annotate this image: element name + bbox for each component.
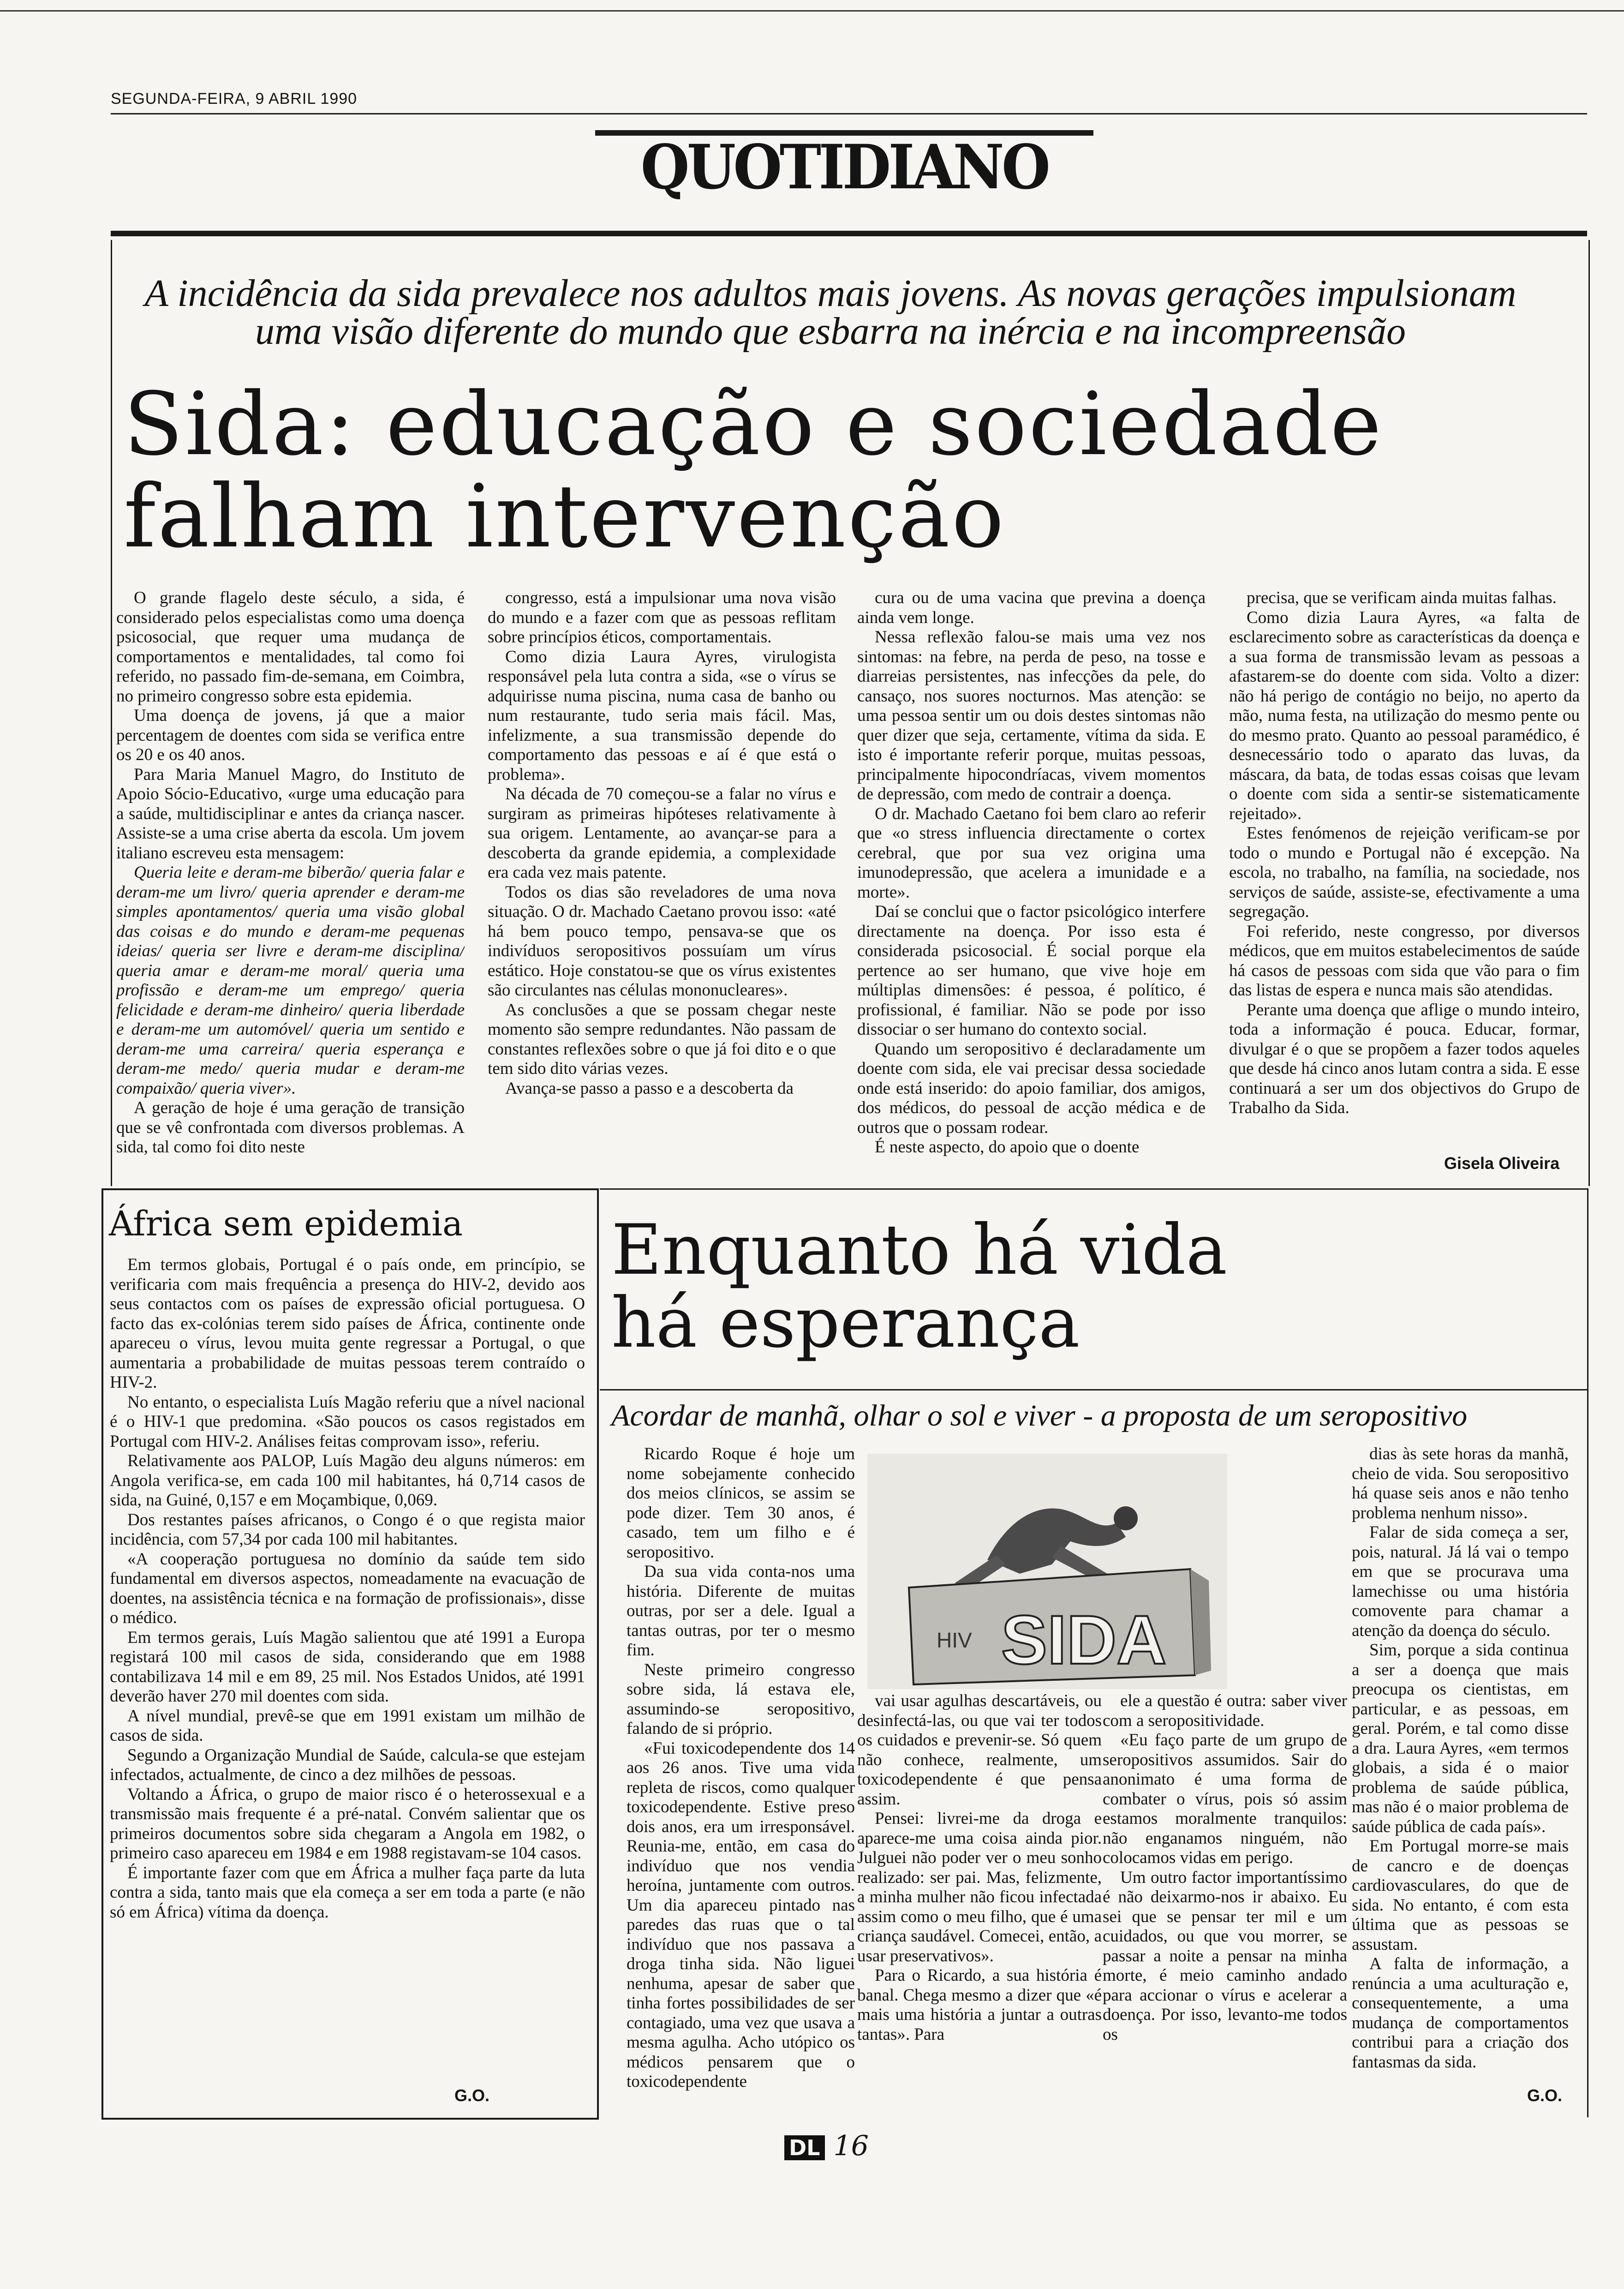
paragraph: Neste primeiro congresso sobre sida, lá estava ele, assumindo-se seropositivo, falando de si próprio. (627, 1660, 855, 1738)
paragraph: Um outro factor importantíssimo é não deixarmo-nos ir abaixo. Eu sei que se pensar ter mil e um cuidados, ou que vou morrer, se passar a noite a pensar na minha morte, é meio caminho andado para accionar o vírus e acelerar a doença. Por isso, levanto-me todos os (1103, 1868, 1347, 2044)
paragraph: «A cooperação portuguesa no domínio da saúde tem sido fundamental em diversos aspectos, nomeadamente na evacuação de doentes, na assistência técnica e na formação de profissionais», disse o médico. (110, 1549, 585, 1627)
main-column-4 (1229, 588, 1580, 1147)
paragraph: Perante uma doença que aflige o mundo inteiro, toda a informação é pouca. Educar, formar, divulgar é o que se propõem a fazer todos aqueles que desde há cinco anos lutam contra a sida. E esse continuará a ser um dos objectivos do Grupo de Trabalho da Sida. (1229, 1000, 1580, 1117)
africa-headline: África sem epidemia (109, 1204, 463, 1244)
paragraph: Avança-se passo a passo e a descoberta da (505, 1079, 794, 1098)
paragraph: O grande flagelo deste século, a sida, é considerado pelos especialistas como uma doença psicosocial, que requer uma mudança de comportamentos e mentalidades, tal como foi referido, no passado fim-de-semana, em Coimbra, no primeiro congresso sobre esta epidemia. (116, 588, 465, 706)
main-top-rule (111, 231, 1587, 236)
paragraph: Para o Ricardo, a sua história é banal. Chega mesmo a dizer que «é mais uma história a juntar a outras tantas». Para (857, 1966, 1102, 2044)
esperanca-column-2 (857, 1691, 1102, 2109)
paragraph: Para Maria Manuel Magro, do Instituto de Apoio Sócio-Educativo, «urge uma educação para a saúde, multidisciplinar e antes da criança nascer. Assiste-se a uma crise aberta da escola. Um jovem italiano escreveu esta mensagem: (116, 765, 465, 863)
esperanca-headline (611, 1210, 1488, 1363)
paragraph: É importante fazer com que em África a mulher faça parte da luta contra a sida, tanto mais que ela começa a ser em toda a parte (e não só em África) vítima da doença. (110, 1863, 585, 1922)
paragraph: precisa, que se verificam ainda muitas falhas. (1247, 588, 1557, 607)
photo-sign-hiv: HIV (937, 1628, 972, 1652)
date-line: SEGUNDA-FEIRA, 9 ABRIL 1990 (111, 90, 358, 108)
africa-byline: G.O. (454, 2086, 490, 2105)
photo-sign-sida: SIDA (1001, 1601, 1167, 1678)
africa-body (110, 1255, 585, 2054)
paragraph: «Eu faço parte de um grupo de seropositivos assumidos. Sair do anonimato é uma forma de combater o vírus, pois só assim estamos moralmente tranquilos: não enganamos ninguém, não colocamos vidas em perigo. (1103, 1731, 1347, 1867)
paragraph: Em termos globais, Portugal é o país onde, em princípio, se verificaria com mais frequência a presença do HIV-2, devido aos seus contactos com os países de expressão oficial portuguesa. O facto das ex-colónias terem sido países de África, continente onde apareceu o vírus, levou muita gente regressar a Portugal, o que aumentaria a probabilidade de muitas pessoas terem contraído o HIV-2. (110, 1255, 585, 1392)
headline-line-2: falham intervenção (124, 466, 1006, 567)
kicker-line-2: uma visão diferente do mundo que esbarra na inércia e na incompreensão (255, 310, 1406, 353)
publication-logo: DL (784, 2135, 825, 2160)
paragraph: Como dizia Laura Ayres, virulogista responsável pela luta contra a sida, «se o vírus se adquirisse numa piscina, numa casa de banho ou num restaurante, tudo seria mais fácil. Mas, infelizmente, a sua transmissão depende do comportamento das pessoas e aí é que está o problema». (488, 647, 836, 784)
deck-rule (600, 1389, 1587, 1390)
esperanca-deck: Acordar de manhã, olhar o sol e viver - a proposta de um seropositivo (611, 1399, 1468, 1432)
main-byline: Gisela Oliveira (1444, 1154, 1560, 1173)
paragraph: Como dizia Laura Ayres, «a falta de esclarecimento sobre as características da doença e a sua forma de transmissão levam as pessoas a afastarem-se do doente com sida. Volto a dizer: não há perigo de contágio no beijo, no aperto da mão, numa festa, na utilização do mesmo pente ou do mesmo prato. Quanto ao pessoal paramédico, é desnecessário todo o aparato das luvas, da máscara, da bata, de todas essas coisas que levam o doente com sida a sentir-se sistematicamente rejeitado». (1229, 608, 1580, 823)
paragraph: Voltando a África, o grupo de maior risco é o heterossexual e a transmissão mais frequente é a pré-natal. Convém salientar que os primeiros documentos sobre sida chegaram a Angola em 1982, o primeiro caso apareceu em 1984 e em 1988 registavam-se 104 casos. (110, 1785, 585, 1863)
paragraph: Na década de 70 começou-se a falar no vírus e surgiram as primeiras hipóteses relativamente à sua origem. Lentamente, ao avançar-se para a descoberta da grande epidemia, a complexidade era cada vez mais patente. (488, 785, 836, 882)
paragraph: Da sua vida conta-nos uma história. Diferente de muitas outras, por ser a dele. Igual a tantas outras, por ter o mesmo fim. (627, 1562, 855, 1660)
paragraph: As conclusões a que se possam chegar neste momento são sempre redundantes. Não passam de constantes reflexões sobre o que já foi dito e o que tem sido dito várias vezes. (488, 1000, 836, 1078)
paragraph: vai usar agulhas descartáveis, ou desinfectá-las, ou que vai ter todos os cuidados e prevenir-se. Só quem não conhece, realmente, um toxicodependente é que pensa assim. (857, 1691, 1102, 1809)
paragraph: congresso, está a impulsionar uma nova visão do mundo e a fazer com que as pessoas reflitam sobre princípios éticos, comportamentais. (488, 588, 836, 647)
page-footer (784, 2130, 869, 2162)
paragraph: Ricardo Roque é hoje um nome sobejamente conhecido dos meios clínicos, se assim se pode dizer. Tem 30 anos, é casado, tem um filho e é seropositivo. (627, 1444, 855, 1562)
headline-line-1: Sida: educação e sociedade (124, 374, 1384, 475)
paragraph: Quando um seropositivo é declaradamente um doente com sida, ele vai precisar dessa sociedade onde está inserido: do apoio familiar, dos amigos, dos médicos, do pessoal de acção médica e de outros que o possam rodear. (857, 1039, 1206, 1137)
paragraph: Falar de sida começa a ser, pois, natural. Já lá vai o tempo em que se procurava uma lamechisse ou uma história comovente para chamar a atenção da doença do século. (1352, 1523, 1569, 1640)
paragraph: A geração de hoje é uma geração de transição que se vê confrontada com diversos problemas. A sida, tal como foi dito neste (116, 1098, 465, 1156)
hurdle-photo (867, 1454, 1227, 1689)
paragraph: ele a questão é outra: saber viver com a seropositividade. (1103, 1691, 1347, 1730)
esperanca-byline: G.O. (1527, 2086, 1563, 2105)
paragraph: Relativamente aos PALOP, Luís Magão deu alguns números: em Angola verifica-se, em cada 100 mil habitantes, há 0,714 casos de sida, na Guiné, 0,157 e em Moçambique, 0,069. (110, 1451, 585, 1510)
paragraph: A nível mundial, prevê-se que em 1991 existam um milhão de casos de sida. (110, 1706, 585, 1745)
paragraph: Dos restantes países africanos, o Congo é o que regista maior incidência, com 57,34 por cada 100 mil habitantes. (110, 1510, 585, 1549)
paragraph: Em Portugal morre-se mais de cancro e de doenças cardiovasculares, do que de sida. No entanto, é com esta última que as pessoas se assustam. (1352, 1837, 1569, 1954)
paragraph: Queria leite e deram-me biberão/ queria falar e deram-me um livro/ queria aprender e deram-me simples apontamentos/ queria uma visão global das coisas e do mundo e deram-me pequenas ideias/ queria ser livre e deram-me disciplina/ queria amar e deram-me moral/ queria uma profissão e deram-me um emprego/ queria felicidade e deram-me dinheiro/ queria liberdade e deram-me um automóvel/ queria um sentido e deram-me uma carreira/ queria esperança e deram-me medo/ queria mudar e deram-me compaixão/ queria viver». (116, 863, 465, 1098)
paragraph: cura ou de uma vacina que previna a doença ainda vem longe. (857, 588, 1206, 627)
paragraph: No entanto, o especialista Luís Magão referiu que a nível nacional é o HIV-1 que predomina. «São poucos os casos registados em Portugal com HIV-2. Análises feitas comprovam isso», referiu. (110, 1392, 585, 1451)
esperanca-headline-line-2: há esperança (611, 1283, 1080, 1363)
paragraph: A falta de informação, a renúncia a uma aculturação e, consequentemente, a uma mudança de comportamentos contribui para a criação dos fantasmas da sida. (1352, 1954, 1569, 2072)
paragraph: Pensei: livrei-me da droga e aparece-me uma coisa ainda pior. Julguei não poder ver o meu sonho realizado: ser pai. Mas, felizmente, a minha mulher não ficou infectada assim como o meu filho, que é uma criança saudável. Comecei, então, a usar preservativos». (857, 1809, 1102, 1965)
esperanca-headline-line-1: Enquanto há vida (611, 1210, 1227, 1290)
paragraph: Foi referido, neste congresso, por diversos médicos, que em muitos estabelecimentos de saúde há casos de pessoas com sida que vão para o fim das listas de espera e nunca mais são atendidas. (1229, 922, 1580, 1000)
main-column-1 (116, 588, 465, 1174)
paragraph: «Fui toxicodependente dos 14 aos 26 anos. Tive uma vida repleta de riscos, como qualquer toxicodependente. Estive preso dois anos, era um irresponsável. Reunia-me, então, em casa do indivíduo que nos vendia heroína, juntamente com outros. Um dia apareceu pintado nas paredes das ruas que o tal indivíduo que nos passava a droga tinha sida. Não liguei nenhuma, apesar de saber que tinha fortes possibilidades de ser contagiado, uma vez que usava a mesma agulha. Acho utópico os médicos pensarem que o toxicodependente (627, 1738, 855, 2091)
paragraph: dias às sete horas da manhã, cheio de vida. Sou seropositivo há quase seis anos e não tenho problema nenhum nisso». (1352, 1444, 1569, 1522)
section-title: QUOTIDIANO (640, 132, 1048, 203)
date-rule (111, 113, 1587, 114)
paragraph: Sim, porque a sida continua a ser a doença que mais preocupa os cientistas, em particular, e as pessoas, em geral. Porém, e tal como disse a dra. Laura Ayres, «em termos globais, a sida é o maior problema de saúde pública, mas não é o maior problema de saúde pública de cada país». (1352, 1641, 1569, 1836)
esperanca-column-4 (1352, 1444, 1569, 2081)
paragraph: Uma doença de jovens, já que a maior percentagem de doentes com sida se verifica entre os 20 e os 40 anos. (116, 706, 465, 764)
paragraph: Daí se conclui que o factor psicológico interfere directamente na doença. Por isso esta é considerada psicosocial. É social porque ela pertence ao ser humano, que vive hoje em múltiplas dimensões: é pessoa, é político, é profissional, é familiar. Não se pode por isso dissociar o ser humano do contexto social. (857, 902, 1206, 1039)
main-column-3 (857, 588, 1206, 1174)
paragraph: Estes fenómenos de rejeição verificam-se por todo o mundo e Portugal não é excepção. Na escola, no trabalho, na família, na sociedade, nos serviços de saúde, assiste-se, efectivamente a uma segregação. (1229, 824, 1580, 921)
hurdle-illustration (867, 1454, 1227, 1689)
paragraph: Nessa reflexão falou-se mais uma vez nos sintomas: na febre, na perda de peso, na tosse e diarreias persistentes, nas infecções da pele, do cansaço, nos suores nocturnos. Mas atenção: se uma pessoa sentir um ou dois destes sintomas não quer dizer que seja, certamente, vítima da sida. E isto é importante referir porque, muitas pessoas, principalmente hipocondríacas, vivem momentos de depressão, com medo de contrair a doença. (857, 628, 1206, 803)
esperanca-column-1 (627, 1444, 855, 2109)
paragraph: É neste aspecto, do apoio que o doente (875, 1138, 1140, 1156)
page-number: 16 (833, 2130, 869, 2162)
top-edge-rule (0, 0, 1624, 12)
paragraph: O dr. Machado Caetano foi bem claro ao referir que «o stress influencia directamente o cortex cerebral, que por sua vez origina uma imunodepressão, que acelera a imunidade e a morte». (857, 804, 1206, 902)
paragraph: Todos os dias são reveladores de uma nova situação. O dr. Machado Caetano provou isso: «até há bem pouco tempo, pensava-se que os indivíduos seropositivos possuíam um vírus estático. Hoje constatou-se que os vírus existentes são circulantes nas células mononucleares». (488, 882, 836, 1000)
main-column-2 (488, 588, 836, 1174)
main-kicker (115, 272, 1546, 353)
main-headline (124, 374, 1554, 567)
paragraph: Segundo a Organização Mundial de Saúde, calcula-se que estejam infectados, actualmente, de cinco a dez milhões de pessoas. (110, 1745, 585, 1784)
kicker-line-1: A incidência da sida prevalece nos adultos mais jovens. As novas gerações impulsionam (144, 272, 1517, 315)
esperanca-column-3 (1103, 1691, 1347, 2109)
paragraph: Em termos gerais, Luís Magão salientou que até 1991 a Europa registará 100 mil casos de sida, considerando que em 1988 contabilizava 14 mil e em 89, 25 mil. Nos Estados Unidos, até 1991 deverão haver 270 mil doentes com sida. (110, 1628, 585, 1706)
